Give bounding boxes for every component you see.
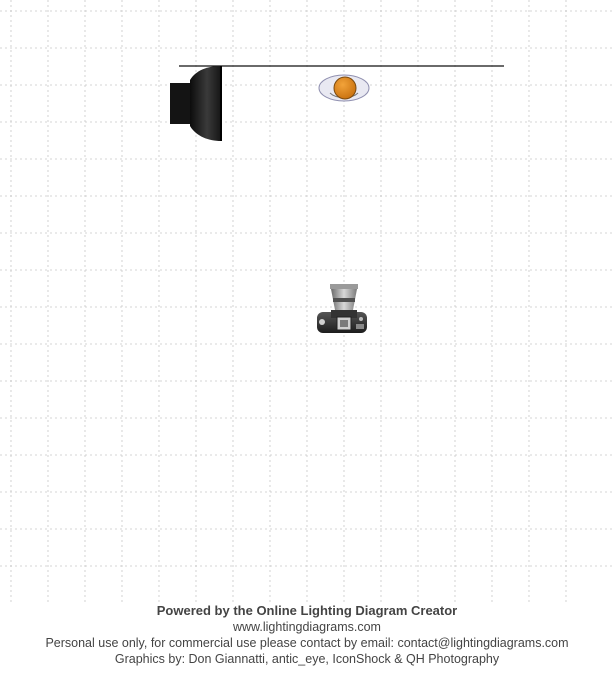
camera-icon[interactable] [317,284,367,333]
powered-by-text: Powered by the Online Lighting Diagram Creator [156,603,458,618]
person-icon[interactable] [319,75,369,101]
website-text: www.lightingdiagrams.com [233,620,381,634]
graphics-credit-text: Graphics by: Don Giannatti, antic_eye, IconShock & QH Photography [114,652,500,666]
license-text: Personal use only, for commercial use please contact by email: contact@lightingdiagrams.com [45,636,569,650]
softbox-icon[interactable] [170,66,221,141]
credits-footer [0,603,614,667]
